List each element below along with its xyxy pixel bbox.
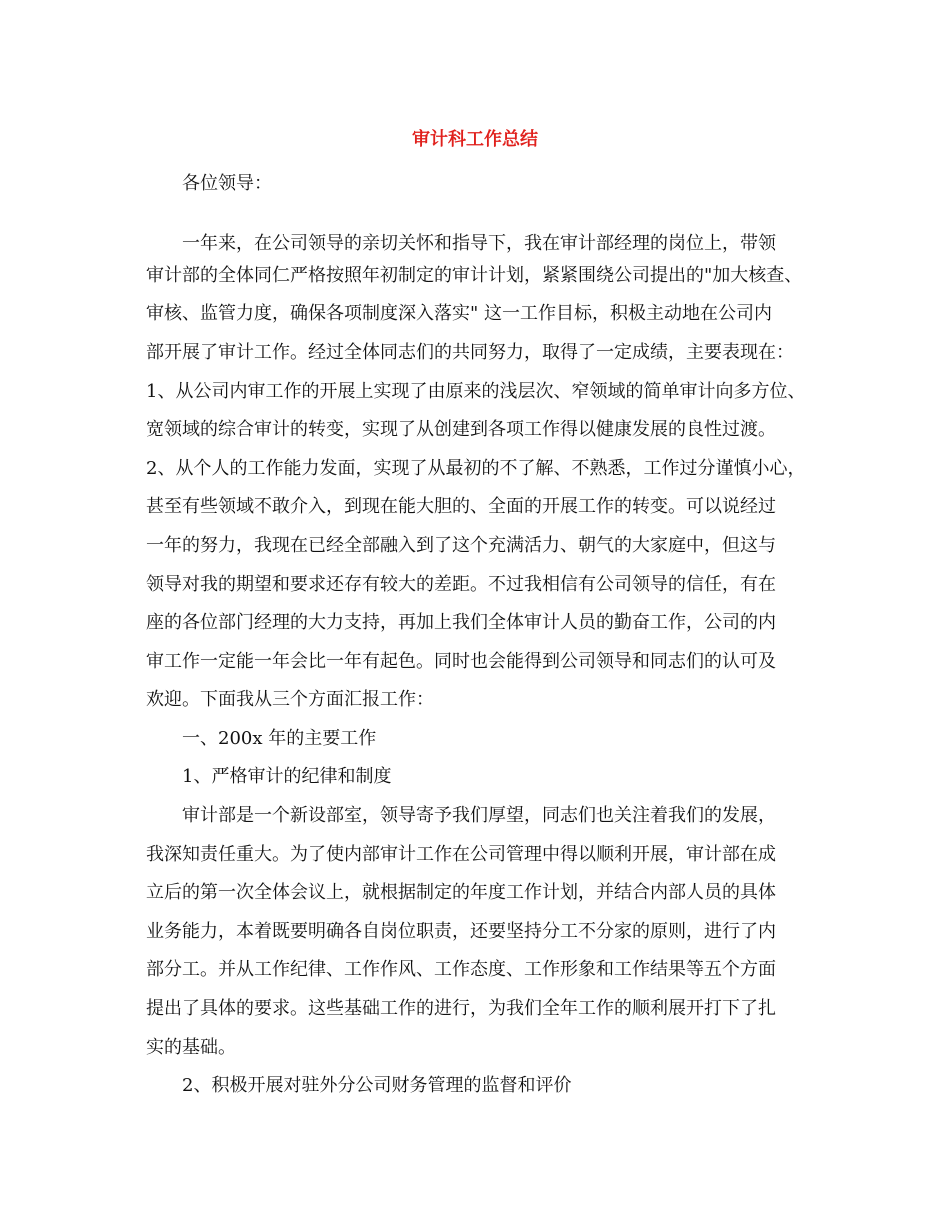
body-line: 业务能力，本着既要明确各自岗位职责，还要坚持分工不分家的原则，进行了内: [146, 921, 776, 942]
body-line: 座的各位部门经理的大力支持，再加上我们全体审计人员的勤奋工作，公司的内: [146, 612, 776, 633]
section-heading: 一、200x 年的主要工作: [182, 728, 377, 749]
body-line: 2、从个人的工作能力发面，实现了从最初的不了解、不熟悉，工作过分谨慎小心，: [146, 458, 806, 479]
body-line: 立后的第一次全体会议上，就根据制定的年度工作计划，并结合内部人员的具体: [146, 882, 776, 903]
body-line: 领导对我的期望和要求还存有较大的差距。不过我相信有公司领导的信任，有在: [146, 574, 776, 595]
body-line: 部分工。并从工作纪律、工作作风、工作态度、工作形象和工作结果等五个方面: [146, 959, 776, 980]
subsection-heading: 1、严格审计的纪律和制度: [182, 766, 392, 787]
body-line: 甚至有些领域不敢介入，到现在能大胆的、全面的开展工作的转变。可以说经过: [146, 496, 776, 517]
body-line: 部开展了审计工作。经过全体同志们的共同努力，取得了一定成绩，主要表现在：: [146, 342, 794, 363]
subsection-heading: 2、积极开展对驻外分公司财务管理的监督和评价: [182, 1075, 572, 1096]
document-title: 审计科工作总结: [412, 129, 538, 150]
body-line: 实的基础。: [146, 1037, 236, 1058]
body-line: 一年来，在公司领导的亲切关怀和指导下，我在审计部经理的岗位上，带领: [182, 233, 776, 254]
body-line: 审工作一定能一年会比一年有起色。同时也会能得到公司领导和同志们的认可及: [146, 651, 776, 672]
body-line: 1、从公司内审工作的开展上实现了由原来的浅层次、窄领域的简单审计向多方位、: [146, 381, 806, 402]
body-line: 审计部的全体同仁严格按照年初制定的审计计划，紧紧围绕公司提出的"加大核查、: [146, 265, 803, 286]
body-line: 我深知责任重大。为了使内部审计工作在公司管理中得以顺利开展，审计部在成: [146, 844, 776, 865]
salutation-line: 各位领导：: [182, 173, 272, 194]
body-line: 一年的努力，我现在已经全部融入到了这个充满活力、朝气的大家庭中，但这与: [146, 535, 776, 556]
body-line: 审计部是一个新设部室，领导寄予我们厚望，同志们也关注着我们的发展，: [182, 805, 776, 826]
body-line: 宽领域的综合审计的转变，实现了从创建到各项工作得以健康发展的良性过渡。: [146, 419, 776, 440]
body-line: 欢迎。下面我从三个方面汇报工作：: [146, 689, 434, 710]
body-line: 审核、监管力度，确保各项制度深入落实" 这一工作目标，积极主动地在公司内: [146, 303, 772, 324]
body-line: 提出了具体的要求。这些基础工作的进行，为我们全年工作的顺利展开打下了扎: [146, 998, 776, 1019]
